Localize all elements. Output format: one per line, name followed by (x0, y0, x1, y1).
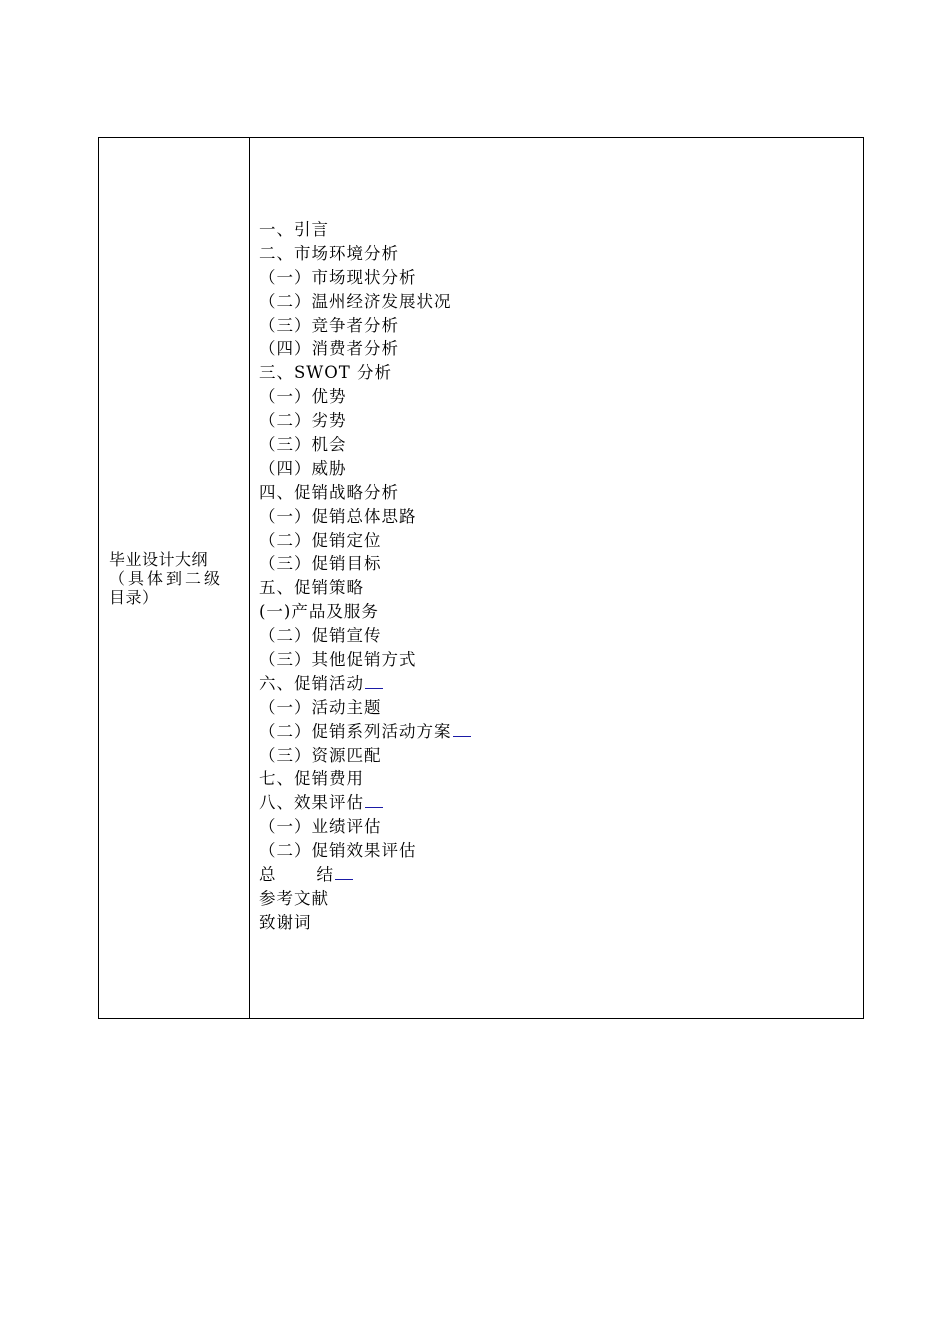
outline-item-acknowledgement: 致谢词 (259, 912, 312, 932)
outline-item (259, 624, 849, 648)
outline-item-text: （二）温州经济发展状况 (259, 291, 452, 311)
outline-item (259, 696, 849, 720)
column-divider (249, 138, 250, 1018)
outline-list (259, 218, 849, 863)
toc-link-underline[interactable] (365, 792, 383, 808)
outline-item (259, 505, 849, 529)
outline-item (259, 720, 849, 744)
outline-item (259, 839, 849, 863)
outline-item (259, 385, 849, 409)
outline-item-text: （四）威胁 (259, 458, 347, 478)
outline-table (98, 137, 864, 1019)
outline-item (259, 242, 849, 266)
outline-item (259, 481, 849, 505)
outline-item-text: （二）促销定位 (259, 530, 382, 550)
outline-item-text: 一、引言 (259, 220, 329, 239)
outline-item-text: 五、促销策略 (259, 578, 364, 598)
outline-item-text: （四）消费者分析 (259, 339, 399, 359)
outline-item-text: (一)产品及服务 (259, 602, 379, 622)
outline-item (259, 672, 849, 696)
outline-item-text: 六、促销活动 (259, 673, 364, 693)
outline-item (259, 529, 849, 553)
outline-item (259, 600, 849, 624)
label-cell (109, 550, 243, 607)
outline-item (259, 648, 849, 672)
outline-content (259, 218, 849, 935)
outline-item (259, 361, 849, 385)
outline-item-text: （三）促销目标 (259, 554, 382, 574)
outline-item-text: 二、市场环境分析 (259, 243, 399, 263)
outline-item (259, 433, 849, 457)
outline-item-text: （一）活动主题 (259, 697, 382, 717)
outline-item (259, 409, 849, 433)
outline-item (259, 576, 849, 600)
outline-item-text: 三、SWOT 分析 (259, 363, 393, 383)
outline-item (259, 815, 849, 839)
outline-item-text: 八、效果评估 (259, 793, 364, 813)
outline-item (259, 767, 849, 791)
outline-item-text: （三）其他促销方式 (259, 650, 417, 670)
outline-item (259, 266, 849, 290)
label-line-2: （具体到二级 (109, 569, 224, 588)
outline-item-text: （三）资源匹配 (259, 745, 382, 765)
outline-item-text: （二）促销效果评估 (259, 841, 417, 861)
outline-item (259, 791, 849, 815)
outline-item-text: （三）竞争者分析 (259, 315, 399, 335)
outline-item (259, 290, 849, 314)
toc-link-underline[interactable] (453, 721, 471, 737)
toc-link-underline[interactable] (365, 673, 383, 689)
label-line-1: 毕业设计大纲 (109, 550, 209, 569)
outline-item-text: 七、促销费用 (259, 769, 364, 789)
label-line-3: 目录） (109, 588, 159, 607)
outline-item-text: （三）机会 (259, 435, 347, 455)
outline-item-references: 参考文献 (259, 888, 329, 908)
outline-item (259, 457, 849, 481)
outline-item-text: （二）劣势 (259, 411, 347, 431)
outline-item-text: （一）市场现状分析 (259, 267, 417, 287)
outline-item (259, 337, 849, 361)
outline-item-text: （一）促销总体思路 (259, 506, 417, 526)
outline-item (259, 218, 849, 242)
toc-link-underline[interactable] (335, 864, 353, 880)
outline-item-text: （二）促销系列活动方案 (259, 721, 452, 741)
outline-item-summary: 总 结 (259, 863, 849, 887)
outline-item (259, 314, 849, 338)
outline-item (259, 552, 849, 576)
outline-item-text: （二）促销宣传 (259, 626, 382, 646)
outline-item (259, 744, 849, 768)
outline-item-text: 四、促销战略分析 (259, 482, 399, 502)
outline-item-text: （一）优势 (259, 387, 347, 407)
outline-item-text: （一）业绩评估 (259, 817, 382, 837)
